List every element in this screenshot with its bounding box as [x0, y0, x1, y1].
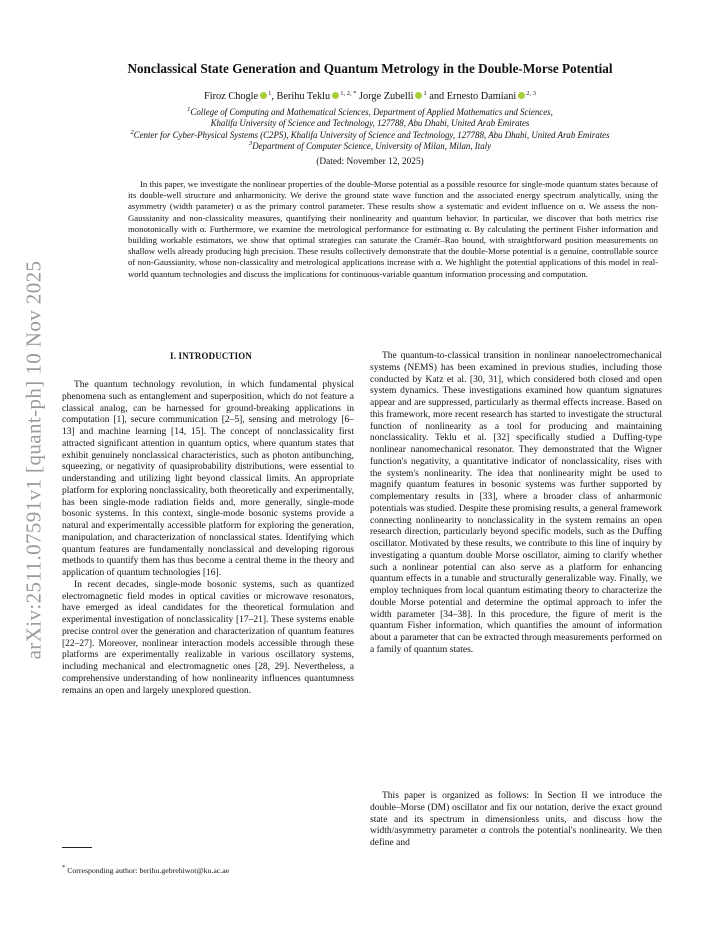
author [447, 91, 536, 102]
author-name: Berihu Teklu [276, 91, 331, 102]
left-column [62, 380, 354, 697]
right-column [370, 351, 662, 657]
footnote-rule [62, 847, 92, 848]
author [359, 91, 427, 102]
affiliation-text: Khalifa University of Science and Technology, 127788, Abu Dhabi, United Arab Emirates [210, 118, 530, 129]
right-column-outline [370, 791, 662, 850]
footnote-text[interactable]: Corresponding author: berihu.gebrehiwot@ku.ac.ae [67, 866, 230, 875]
author [276, 91, 356, 102]
author-affil-mark: 1, 2, * [340, 90, 357, 97]
author [204, 91, 271, 102]
affiliation-mark: 1 [187, 106, 191, 113]
paragraph: The quantum-to-classical transition in nonlinear nanoelectromechanical systems (NEMS) has been examined in previous studies, including those conducted by Katz et al. [30, 31], which considered both closed and open system dynamics. These investigations examined how quantum signatures appear and are suppressed, particularly as thermal effects increase. Based on this framework, more recent research has started to investigate the structural function of nonlinearity as a tool for producing and maintaining nonclassicality. Teklu et al. [32] specifically studied a Duffing-type nonlinear nanomechanical resonator. They demonstrated that the Wigner function's negativity, a quantitative indicator of nonclassicality, rises with the system's nonlinearity. The idea that nonlinearity might be used to magnify quantum features in bosonic systems was further supported by complementary results in [33], where a broader class of anharmonic potentials was studied. Despite these promising results, a general framework connecting nonlinearity to nonclassicality in the system remains an open research direction, particularly beyond specific models, such as the Duffing oscillator. Motivated by these results, we contribute to this line of inquiry by investigating a quantum double Morse oscillator, aiming to clarify whether such a nonlinear potential can also serve as a platform for enhancing quantum effects in a tunable and structurally generalizable way. Finally, we employ techniques from local quantum estimating theory to characterize the double Morse potential and determine the optimal approach to infer the width parameter [34–38]. In this procedure, the figure of merit is the quantum Fisher information, which quantifies the amount of information about a parameter that can be extracted through measurements performed on a family of quantum states. [370, 351, 662, 655]
author-name: Jorge Zubelli [359, 91, 414, 102]
orcid-icon[interactable] [332, 92, 339, 99]
affiliation-text: College of Computing and Mathematical Sciences, Department of Applied Mathematics and Sciences, [190, 107, 553, 117]
date-line: (Dated: November 12, 2025) [316, 157, 424, 167]
author-and: and [426, 91, 447, 102]
affiliation-line [40, 118, 700, 129]
paper-title: Nonclassical State Generation and Quantum Metrology in the Double-Morse Potential [127, 61, 613, 76]
affiliation-mark: 2 [130, 128, 134, 136]
paragraph: This paper is organized as follows: In Section II we introduce the double–Morse (DM) oscillator and fix our notation, derive the exact ground state and its spectrum in dimensionless units, and discuss how the width/asymmetry parameter α controls the potential's nonlinearity. We then define and [370, 791, 662, 848]
affiliation-line [40, 130, 700, 141]
affiliations [40, 107, 700, 152]
arxiv-id[interactable]: arXiv:2511.07591v1 [quant-ph] 10 Nov 2025 [21, 260, 46, 660]
author-affil-mark: 1 [268, 90, 272, 97]
affiliation-line [40, 141, 700, 152]
section-heading: I. INTRODUCTION [170, 351, 252, 361]
author-name: Ernesto Damiani [446, 91, 517, 102]
author-separator: , [271, 91, 277, 102]
affiliation-text: Center for Cyber-Physical Systems (C2PS), Khalifa University of Science and Technology, 127788, Abu Dhabi, United Arab Emirates [133, 129, 610, 140]
affiliation-text: Department of Computer Science, University of Milan, Milan, Italy [252, 140, 492, 151]
paragraph: In recent decades, single-mode bosonic systems, such as quantized electromagnetic field modes in optical cavities or microwave resonators, have emerged as ideal candidates for the theoretical formulation and experimental investigation of nonclassicality [17–21]. These systems enable precise control over the generation and characterization of quantum features [22–27]. Moreover, nonlinear interaction models accessible through these platforms are experimentally realizable in various oscillatory systems, including mechanical and electromagnetic ones [28, 29]. Nevertheless, a comprehensive understanding of how nonlinearity influences quantumness remains an open and largely unexplored question. [62, 579, 354, 696]
orcid-icon[interactable] [415, 92, 422, 99]
orcid-icon[interactable] [260, 92, 267, 99]
footnote [62, 866, 354, 875]
orcid-icon[interactable] [518, 92, 525, 99]
footnote-mark: * [62, 864, 66, 871]
author-affil-mark: 1 [423, 90, 427, 97]
paragraph: The quantum technology revolution, in which fundamental physical phenomena such as entanglement and superposition, which do not feature a classical analog, can be harnessed for ground-breaking applications in computation [1], secure communication [2–5], sensing and metrology [6–13] and machine learning [14, 15]. The concept of nonclassicality first attracted significant attention in quantum optics, where quantum states that exhibit genuinely nonclassical characteristics, such as photon antibunching, squeezing, or negativity of quasiprobability distributions, were essential to understanding and utilizing light beyond classical limits. An appropriate platform for exploring nonclassicality, both theoretically and experimentally, has been single-mode radiation fields and, more generally, single-mode bosonic systems. In this context, single-mode bosonic systems provide a natural and experimentally accessible platform for exploring the generation, manipulation, and characterization of nonclassical states. Identifying which quantum features are fundamentally nonclassical and developing rigorous methods to quantify them has thus become a central theme in the theory and application of quantum technologies [16]. [62, 380, 354, 578]
author-affil-mark: 2, 3 [526, 90, 536, 97]
abstract: In this paper, we investigate the nonlinear properties of the double-Morse potential as a possible resource for single-mode quantum states because of its double-well structure and anharmonicity. We derive the ground state wave function and the associated energy spectrum analytically, using the asymmetry (width parameter) α as the primary control parameter. These results show a systematic and evident influence on α. We assess the non-Gaussianity and non-classicality measures, quantifying their nonlinearity and quantum behavior. In particular, we discover that both metrics rise monotonically with α. Furthermore, we examine the metrological performance for estimating α. By calculating the pertinent Fisher information and building workable estimators, we show that optimal strategies can saturate the Cramér–Rao bound, with straightforward position measurements on shallow wells already producing high precision. These results collectively demonstrate that the double-Morse potential is a genuine, controllable source of non-Gaussianity, whose non-classicality and metrological applications increase with α. We highlight the potential applications of this model in real-world quantum technologies and discuss the implications for continuous-variable quantum information processing and computation. [128, 179, 658, 279]
author-list [70, 91, 670, 102]
affiliation-line [40, 107, 700, 118]
affiliation-mark: 3 [248, 139, 253, 147]
arxiv-stamp [14, 250, 54, 670]
author-name: Firoz Chogle [204, 91, 259, 102]
